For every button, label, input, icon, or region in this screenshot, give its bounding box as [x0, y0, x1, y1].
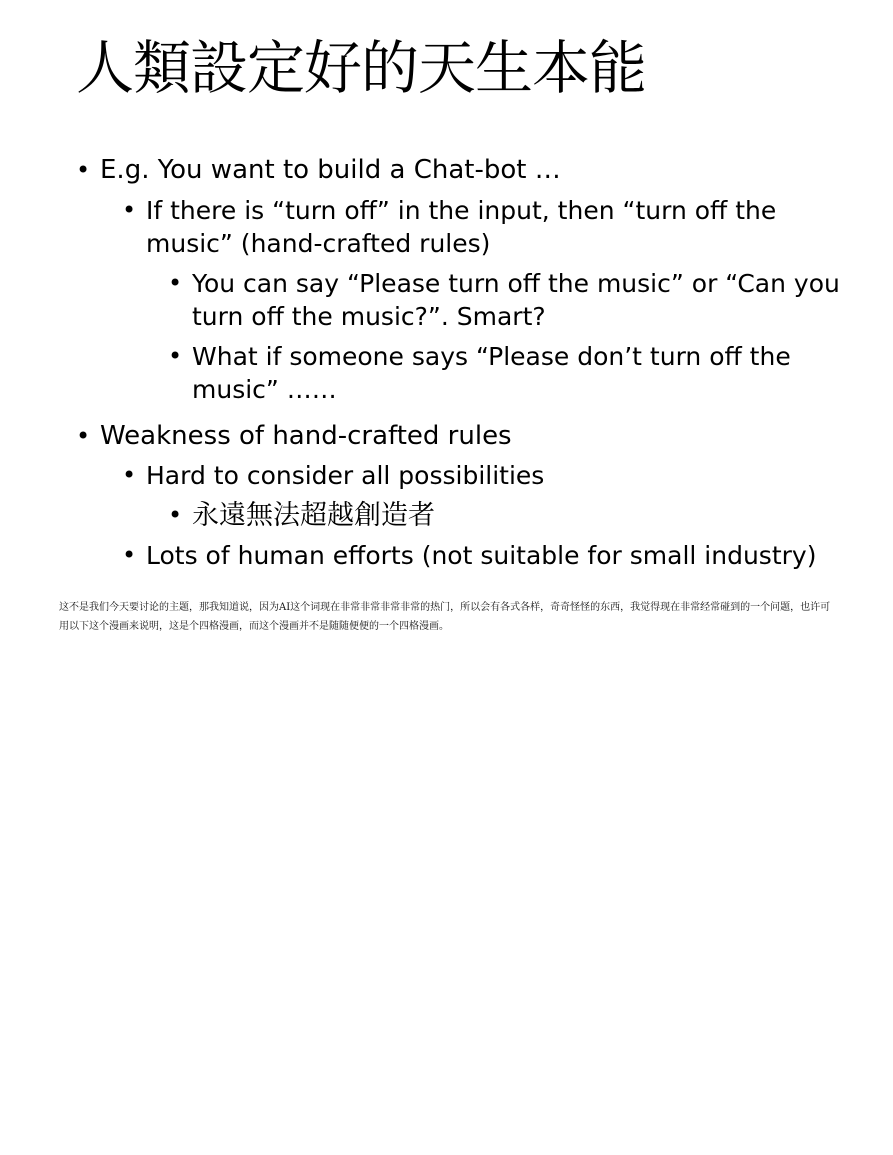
bullet-dot: •: [168, 269, 183, 297]
bullet-chatbot-example: [76, 154, 561, 187]
bullet-what-if: [168, 340, 791, 406]
bullet-turn-off-rule: [122, 194, 777, 260]
bullet-you-can-say: [168, 267, 840, 333]
bullet-dot: •: [168, 501, 183, 529]
bullet-dot: •: [122, 541, 137, 569]
slide-title: 人類設定好的天生本能: [76, 34, 647, 102]
bullet-text-line1: What if someone says “Please don’t turn off the: [192, 342, 791, 371]
bullet-text: Lots of human efforts (not suitable for small industry): [146, 541, 817, 570]
bullet-text: Hard to consider all possibilities: [146, 461, 545, 490]
bullet-text: Weakness of hand-crafted rules: [100, 421, 512, 451]
bullet-dot: •: [122, 461, 137, 489]
bullet-weakness: [76, 420, 512, 453]
bullet-text-line1: You can say “Please turn off the music” or “Can you: [192, 269, 840, 298]
bullet-never-surpass-creator: [168, 499, 435, 532]
bullet-dot: •: [168, 342, 183, 370]
bullet-text: 永遠無法超越創造者: [192, 500, 435, 531]
bullet-text-line1: If there is “turn off” in the input, then “turn off the: [146, 196, 777, 225]
bullet-dot: •: [76, 156, 91, 184]
bullet-text-line2: turn off the music?”. Smart?: [192, 302, 546, 331]
bullet-text-line2: music” (hand-crafted rules): [146, 229, 491, 258]
bullet-hard-to-consider: [122, 459, 545, 492]
bullet-dot: •: [122, 196, 137, 224]
bullet-text-line2: music” ……: [192, 375, 337, 404]
bullet-human-efforts: [122, 539, 817, 572]
speaker-notes: 这不是我们今天要讨论的主题，那我知道说，因为AI这个词现在非常非常非常非常的热门，所以会有各式各样，奇奇怪怪的东西，我觉得现在非常经常碰到的一个问题，也许可用以下这个漫画来说明，这是个四格漫画，而这个漫画并不是随随便便的一个四格漫画。: [59, 602, 831, 632]
bullet-text: E.g. You want to build a Chat-bot …: [100, 155, 561, 185]
bullet-dot: •: [76, 422, 91, 450]
